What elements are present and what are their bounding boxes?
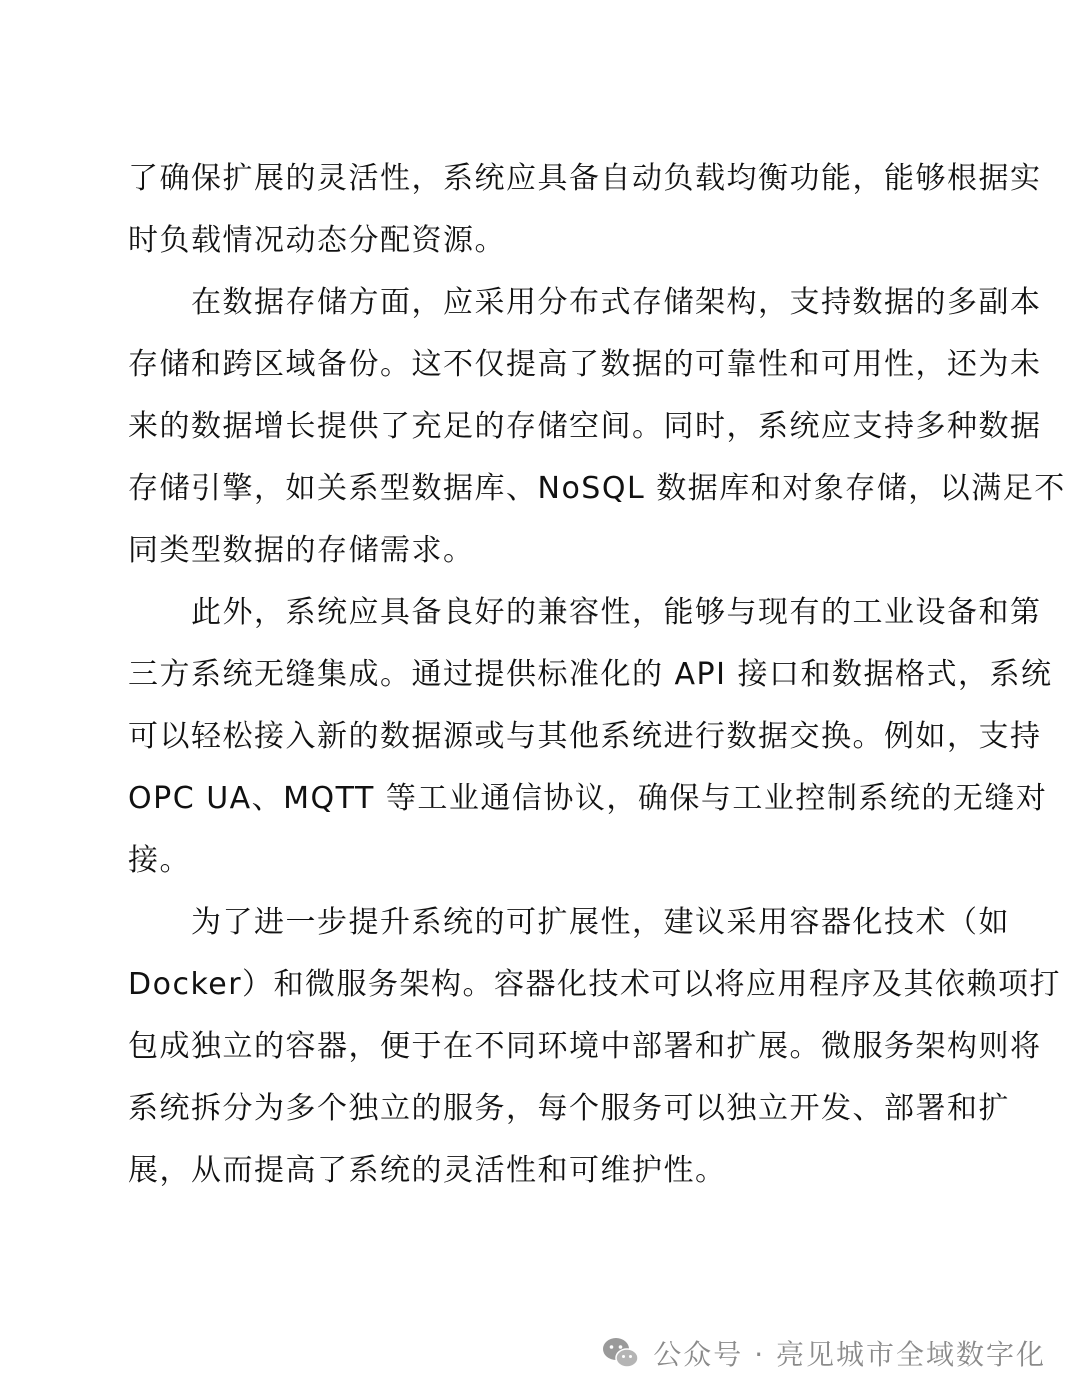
document-body [128,148,1066,1202]
text-line: 可以轻松接入新的数据源或与其他系统进行数据交换。例如，支持 [128,719,1042,754]
text-line: 接。 [128,843,191,878]
wechat-icon [601,1336,641,1370]
text-line: Docker）和微服务架构。容器化技术可以将应用程序及其依赖项打 [128,967,1062,1002]
text-line: 展，从而提高了系统的灵活性和可维护性。 [128,1153,727,1188]
text-line: OPC UA、MQTT 等工业通信协议，确保与工业控制系统的无缝对 [128,781,1048,816]
text-line: 系统拆分为多个独立的服务，每个服务可以独立开发、部署和扩 [128,1091,1010,1126]
text-line: 在数据存储方面，应采用分布式存储架构，支持数据的多副本 [128,285,1042,320]
text-line: 为了进一步提升系统的可扩展性，建议采用容器化技术（如 [128,905,1010,940]
text-line: 三方系统无缝集成。通过提供标准化的 API 接口和数据格式，系统 [128,657,1053,692]
text-line: 了确保扩展的灵活性，系统应具备自动负载均衡功能，能够根据实 [128,161,1042,196]
watermark [601,1328,1046,1378]
watermark-text: 公众号 · 亮见城市全域数字化 [653,1338,1046,1371]
text-line: 存储引擎，如关系型数据库、NoSQL 数据库和对象存储，以满足不 [128,471,1066,506]
text-line: 此外，系统应具备良好的兼容性，能够与现有的工业设备和第 [128,595,1042,630]
text-line: 时负载情况动态分配资源。 [128,223,506,258]
text-line: 同类型数据的存储需求。 [128,533,475,568]
text-line: 包成独立的容器，便于在不同环境中部署和扩展。微服务架构则将 [128,1029,1042,1064]
text-line: 存储和跨区域备份。这不仅提高了数据的可靠性和可用性，还为未 [128,347,1042,382]
text-line: 来的数据增长提供了充足的存储空间。同时，系统应支持多种数据 [128,409,1042,444]
